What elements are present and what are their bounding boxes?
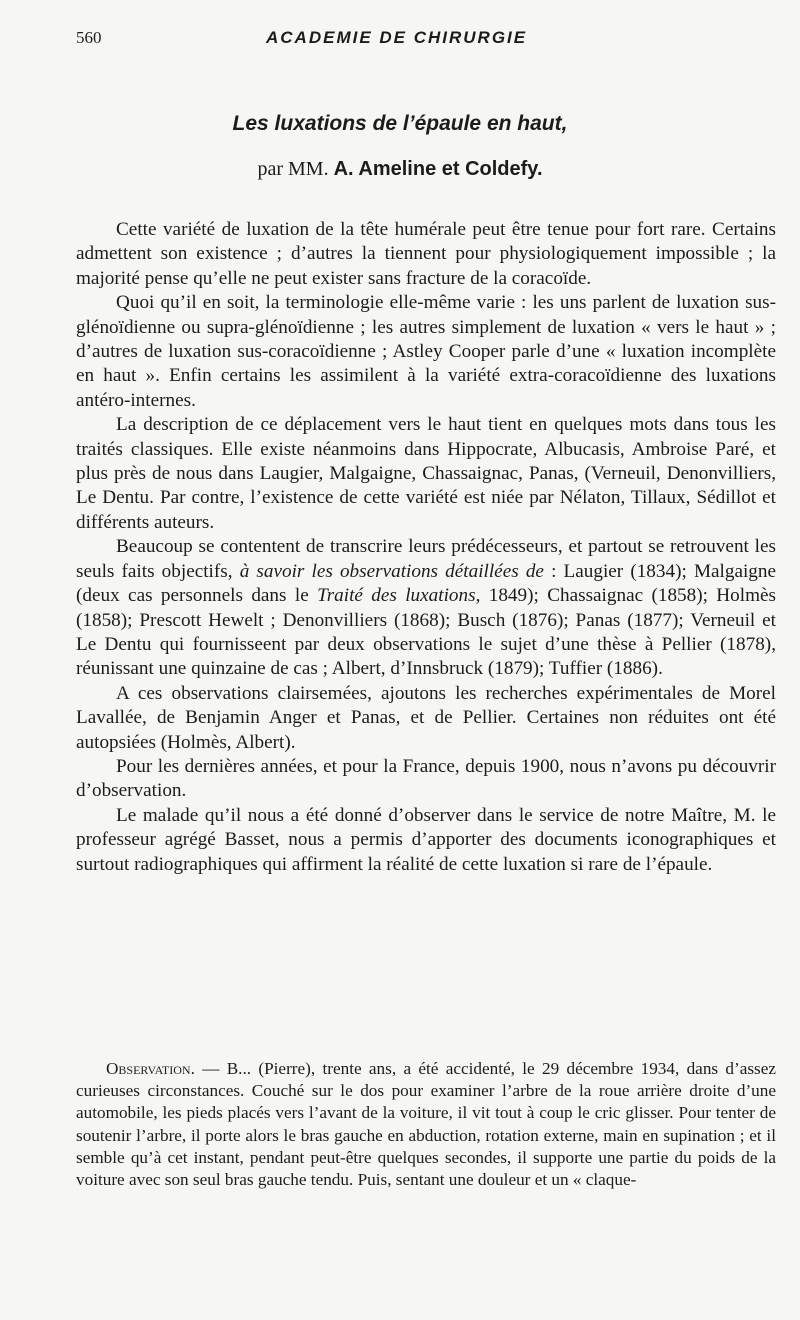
- body-paragraph: [76, 804, 776, 877]
- paragraph-text: Pour les dernières années, et pour la France, depuis 1900, nous n’avons pu découvrir d’observation.: [76, 755, 776, 802]
- paragraph-text: Le malade qu’il nous a été donné d’observer dans le service de notre Maître, M. le professeur agrégé Basset, nous a permis d’apporter des documents iconographiques et surtout radiographiques qui affirment la réalité de cette luxation si rare de l’épaule.: [76, 804, 776, 875]
- body-paragraph: [76, 755, 776, 804]
- observation-text: — B... (Pierre), trente ans, a été accidenté, le 29 décembre 1934, dans d’assez curieuses circonstances. Couché sur le dos pour examiner l’arbre de la roue arrière droite d’une automobile, les pieds placés vers l’avant de la voiture, il vit tout à coup le cric glisser. Pour tenter de soutenir l’arbre, il porte alors le bras gauche en abduction, rotation externe, main en supination ; et il semble qu’à cet instant, pendant peut-être quelques secondes, il supporte une partie du poids de la voiture avec son seul bras gauche tendu. Puis, sentant une douleur et un « claque-: [76, 1059, 776, 1190]
- observation-label: Observation.: [106, 1059, 195, 1078]
- byline: [0, 158, 800, 181]
- italic-text: Traité des luxations: [317, 585, 476, 607]
- paragraph-text: , 1849); Chassaignac (1858); Holmès (1858); Prescott Hewelt ; Denonvilliers (1868); Busch (1876); Panas (1877); Verneuil et Le Dentu qui fournisseent par deux observations le sujet d’une thèse à Pellier (1878), réunissant une quinzaine de cas ; Albert, d’Innsbruck (1879); Tuffier (1886).: [76, 585, 776, 680]
- body-paragraph: [76, 682, 776, 755]
- observation-paragraph: [76, 1058, 776, 1191]
- page-number: 560: [76, 28, 102, 47]
- paragraph-text: La description de ce déplacement vers le haut tient en quelques mots dans tous les traités classiques. Elle existe néanmoins dans Hippocrate, Albucasis, Ambroise Paré, et plus près de nous dans Laugier, Malgaigne, Chassaignac, Panas, (Verneuil, Denonvilliers, Le Dentu. Par contre, l’existence de cette variété est niée par Nélaton, Tillaux, Sédillot et différents auteurs.: [76, 414, 776, 533]
- paragraph-text: Quoi qu’il en soit, la terminologie elle-même varie : les uns parlent de luxation sus-glénoïdienne ou supra-glénoïdienne ; les autres simplement de luxation « vers le haut » ; d’autres de luxation sus-coracoïdienne ; Astley Cooper parle d’une « luxation incomplète en haut ». Enfin certains les assimilent à la variété extra-coracoïdienne des luxations antéro-internes.: [76, 292, 776, 411]
- body-paragraph: [76, 413, 776, 535]
- authors: A. Ameline et Coldefy.: [333, 158, 543, 180]
- byline-prefix: par MM.: [257, 158, 334, 180]
- body-paragraph: [76, 218, 776, 291]
- paragraph-text: : Laugier (1834); Malgaigne (deux cas personnels dans le: [76, 560, 776, 607]
- body-text: [76, 218, 776, 877]
- paragraph-text: Beaucoup se contentent de transcrire leurs prédécesseurs, et partout se retrouvent les seuls faits objectifs,: [76, 536, 776, 582]
- article-title: Les luxations de l’épaule en haut,: [232, 112, 568, 135]
- journal-title: ACADEMIE DE CHIRURGIE: [266, 28, 528, 47]
- paragraph-text: Cette variété de luxation de la tête humérale peut être tenue pour fort rare. Certains admettent son existence ; d’autres la tiennent pour physiologiquement impossible ; la majorité pense qu’elle ne peut exister sans fracture de la coracoïde.: [76, 219, 776, 289]
- running-head: [76, 28, 760, 52]
- body-paragraph: [76, 535, 776, 681]
- italic-text: à savoir les observations détaillées de: [239, 560, 544, 582]
- body-paragraph: [76, 291, 776, 413]
- paragraph-text: A ces observations clairsemées, ajoutons les recherches expérimentales de Morel Lavallée, de Benjamin Anger et Panas, et de Pellier. Certaines non réduites ont été autopsiées (Holmès, Albert).: [76, 682, 776, 753]
